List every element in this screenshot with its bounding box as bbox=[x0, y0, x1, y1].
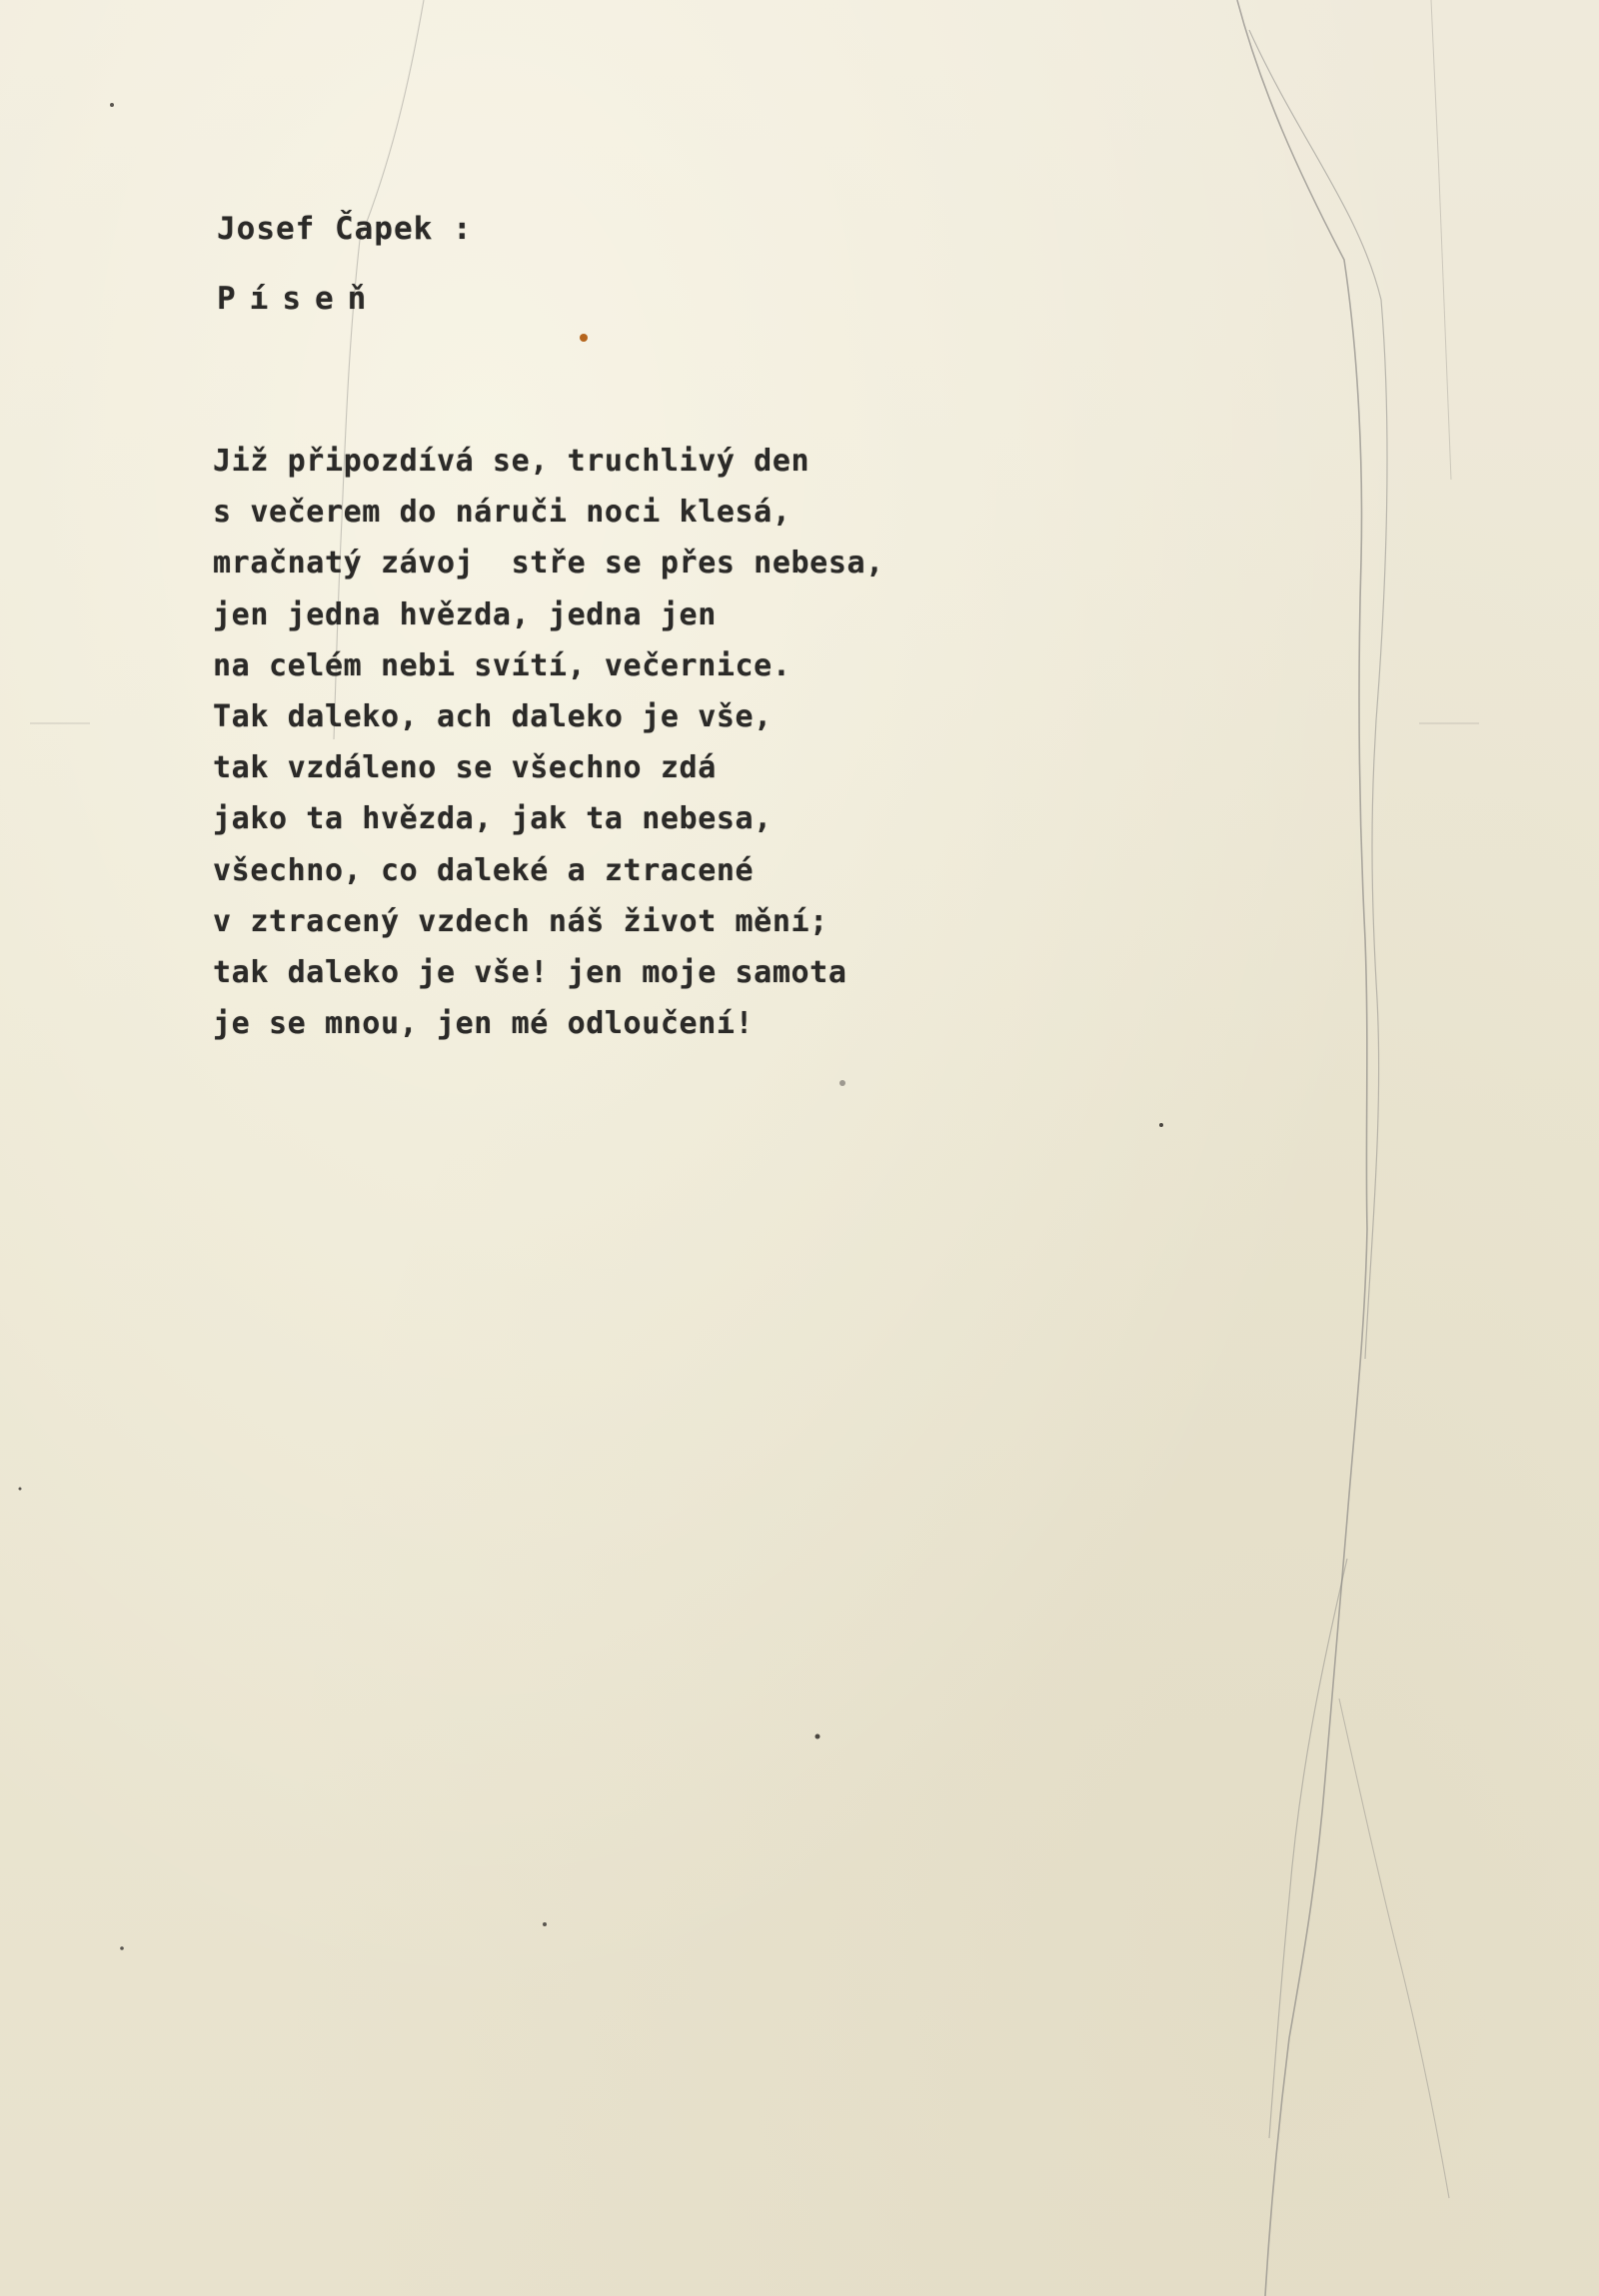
speck bbox=[543, 1922, 547, 1926]
pencil-line-far-right bbox=[1431, 0, 1451, 480]
speck bbox=[120, 1946, 124, 1950]
speck bbox=[815, 1734, 820, 1739]
poem-body bbox=[213, 436, 884, 1049]
speck bbox=[19, 1488, 22, 1491]
speck bbox=[1159, 1123, 1163, 1127]
author-line: Josef Čapek : bbox=[217, 211, 473, 247]
poem-line: na celém nebi svítí, večernice. bbox=[213, 647, 792, 683]
pencil-line-right-branch bbox=[1269, 1559, 1347, 2138]
speck bbox=[110, 103, 114, 107]
poem-line: Tak daleko, ach daleko je vše, bbox=[213, 698, 773, 734]
poem-line: v ztracený vzdech náš život mění; bbox=[213, 903, 828, 939]
speck bbox=[839, 1080, 845, 1086]
poem-line: jen jedna hvězda, jedna jen bbox=[213, 596, 717, 632]
rust-speck bbox=[580, 334, 588, 342]
poem-line: Již připozdívá se, truchlivý den bbox=[213, 444, 810, 479]
pencil-line-right bbox=[1237, 0, 1367, 2296]
poem-line: jako ta hvězda, jak ta nebesa, bbox=[213, 801, 773, 837]
poem-line: tak vzdáleno se všechno zdá bbox=[213, 750, 717, 786]
poem-line: je se mnou, jen mé odloučení! bbox=[213, 1006, 755, 1042]
pencil-line-right-fork bbox=[1339, 1699, 1449, 2198]
poem-line: mračnatý závoj stře se přes nebesa, bbox=[213, 546, 884, 581]
poem-line: všechno, co daleké a ztracené bbox=[213, 852, 755, 888]
poem-title: Píseň bbox=[217, 281, 381, 317]
poem-line: tak daleko je vše! jen moje samota bbox=[213, 954, 847, 990]
poem-line: s večerem do náruči noci klesá, bbox=[213, 495, 792, 531]
